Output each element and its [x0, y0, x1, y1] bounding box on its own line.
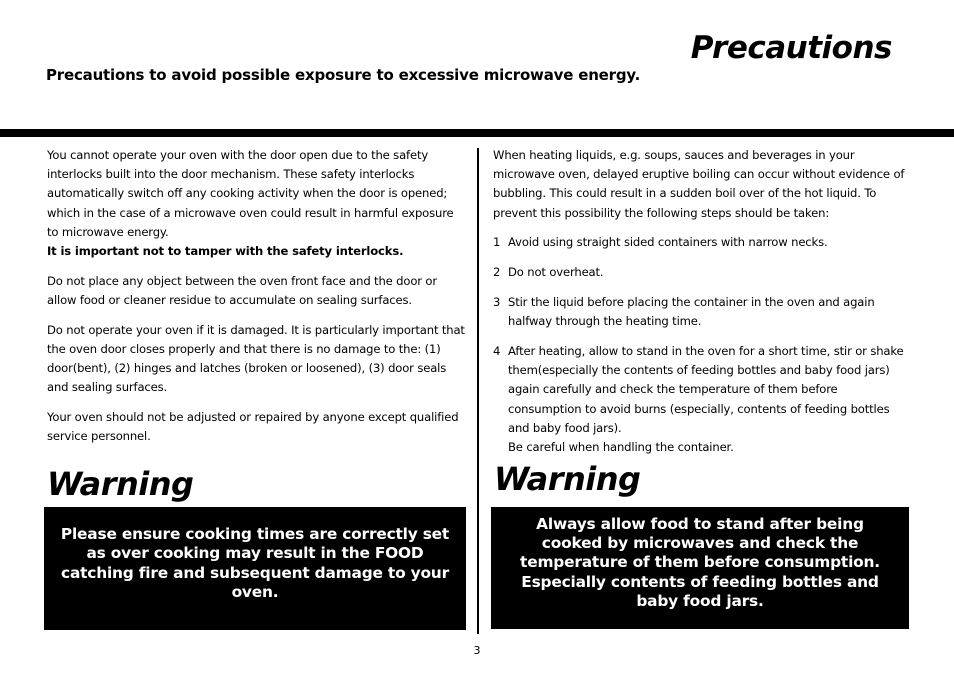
step-item — [493, 342, 911, 457]
interlock-warning: It is important not to tamper with the safety interlocks. — [47, 244, 404, 259]
right-column — [493, 146, 911, 468]
service-paragraph: Your oven should not be adjusted or repaired by anyone except qualified service personnel. — [47, 410, 459, 444]
interlock-paragraph: You cannot operate your oven with the door open due to the safety interlocks built into the door mechanism. These safety interlocks automatically switch off any cooking activity when the door is opened; which in the case of a microwave oven could result in harmful exposure to microwave energy. — [47, 148, 454, 239]
step-text: Do not overheat. — [508, 265, 604, 280]
damage-paragraph: Do not operate your oven if it is damaged. It is particularly important that the oven door closes properly and that there is no damage to the: (1) door(bent), (2) hinges and latches (broken or loosened), (3) door seals and sealing surfaces. — [47, 322, 465, 395]
step-item — [493, 233, 911, 252]
step-number: 1 — [493, 235, 501, 250]
header-rule — [0, 129, 954, 137]
page-subtitle: Precautions to avoid possible exposure to excessive microwave energy. — [46, 66, 641, 84]
column-divider — [477, 148, 479, 634]
warning-heading-right: Warning — [494, 460, 641, 498]
warning-text-right: Always allow food to stand after being cooked by microwaves and check the temperature of them before consumption. Especially contents of feeding bottles and baby food jars. — [520, 514, 880, 610]
step-text: Avoid using straight sided containers with narrow necks. — [508, 235, 828, 250]
sealing-paragraph: Do not place any object between the oven front face and the door or allow food or cleaner residue to accumulate on sealing surfaces. — [47, 273, 437, 308]
left-column — [47, 146, 467, 457]
steps-list — [493, 233, 911, 457]
step-number: 3 — [493, 295, 501, 309]
page-number: 3 — [473, 644, 481, 657]
step-text: Stir the liquid before placing the container in the oven and again halfway through the heating time. — [508, 295, 875, 329]
step-extra-text: Be careful when handling the container. — [508, 440, 734, 455]
step-number: 2 — [493, 265, 501, 280]
step-item — [493, 263, 911, 282]
warning-heading-left: Warning — [47, 465, 194, 503]
warning-box-left — [44, 507, 466, 630]
step-text: After heating, allow to stand in the oven for a short time, stir or shake them(especially the contents of feeding bottles and baby food jars) again carefully and check the temperature of them before consumption to avoid burns (especially, contents of feeding bottles and baby food jars). — [508, 344, 904, 435]
liquids-intro: When heating liquids, e.g. soups, sauces and beverages in your microwave oven, delayed eruptive boiling can occur without evidence of bubbling. This could result in a sudden boil over of the hot liquid. To prevent this possibility the following steps should be taken: — [493, 148, 905, 220]
step-item — [493, 293, 911, 331]
page-title: Precautions — [690, 30, 892, 66]
step-number: 4 — [493, 344, 501, 358]
warning-box-right — [491, 507, 909, 629]
warning-text-left: Please ensure cooking times are correctly set as over cooking may result in the FOOD catching fire and subsequent damage to your oven. — [60, 525, 450, 601]
